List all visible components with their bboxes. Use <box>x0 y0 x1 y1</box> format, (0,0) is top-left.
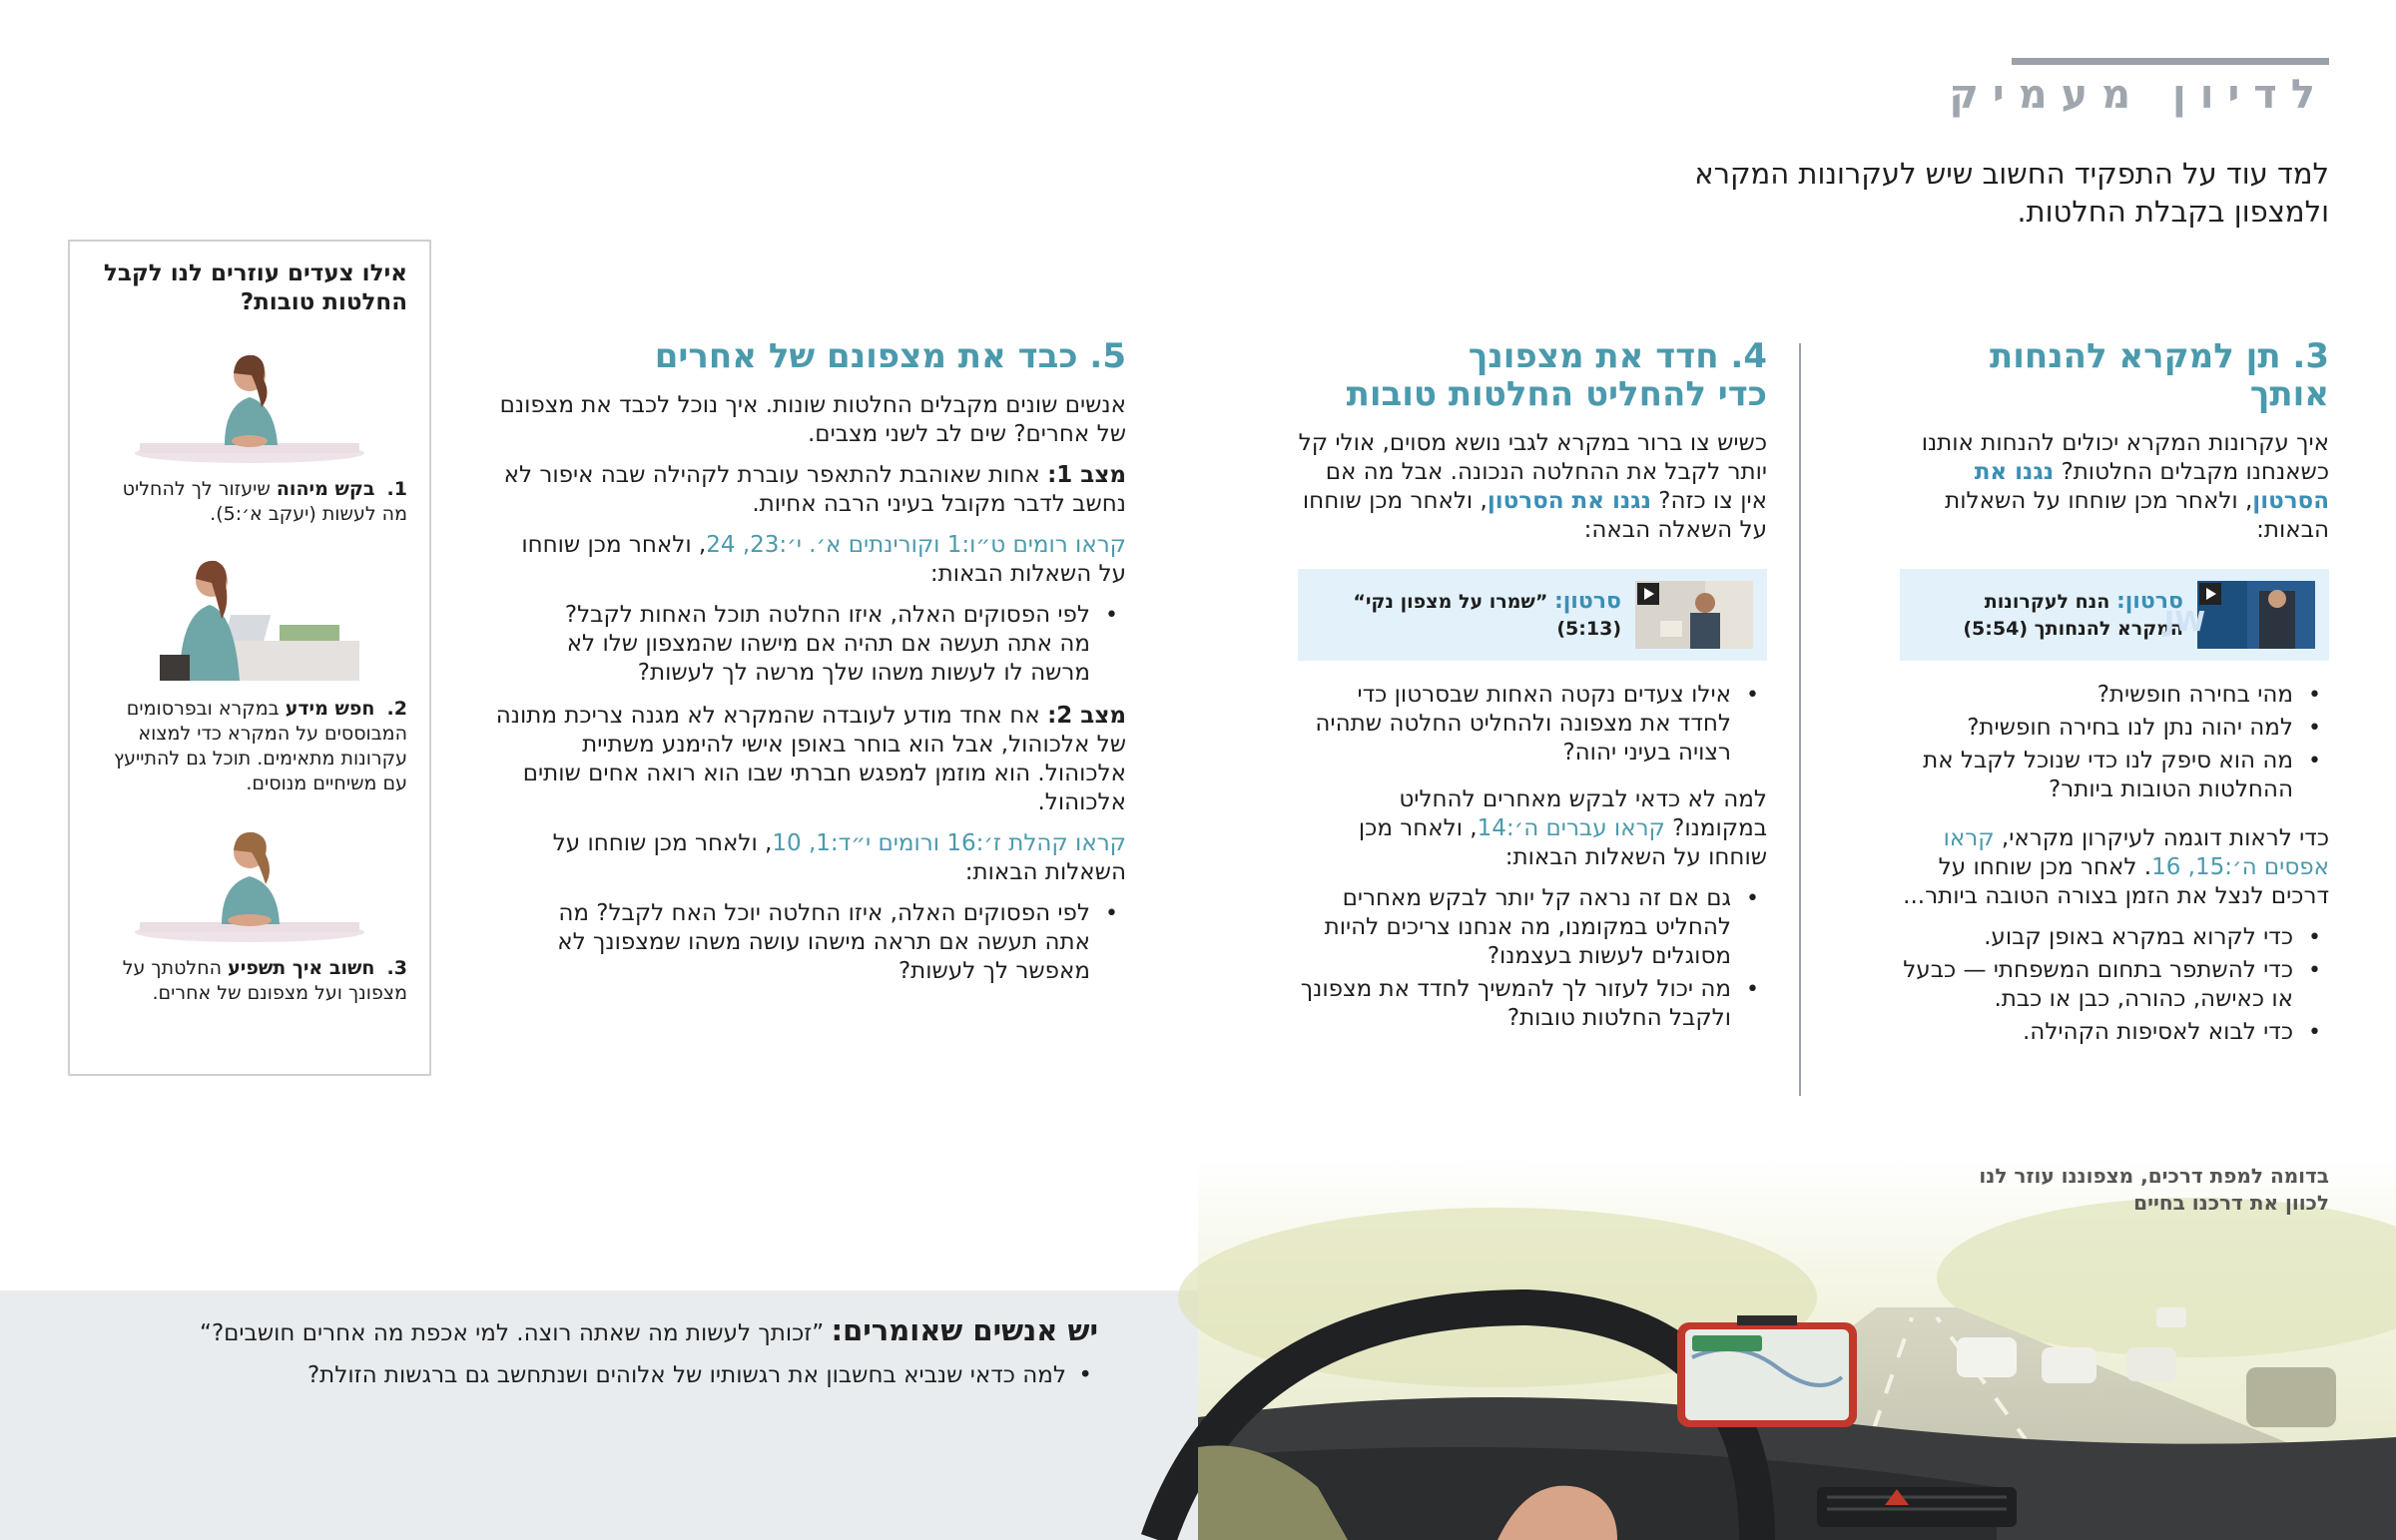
step-heading: חפש מידע <box>285 698 375 720</box>
section-3-ways <box>1900 923 2329 1047</box>
text: , ולאחר מכן שוחחו על השאלה הבאה: <box>1302 488 1767 543</box>
step-number: 3. <box>386 957 407 979</box>
list-item: • מהי בחירה חופשית? <box>1900 681 2329 710</box>
people-say-questions <box>200 1360 1098 1390</box>
step-text: החלטתך על מצפונך ועל מצפונם של אחרים. <box>122 957 407 1004</box>
list-item: • גם אם זה נראה קל יותר לבקש מאחרים להחליט במקומנו, מה אנחנו צריכים להיות מסוגלים לעשות בעצמנו? <box>1298 884 1767 971</box>
sidebar-step-1 <box>92 477 407 527</box>
video-duration: (5:13) <box>1556 617 1621 640</box>
list-item: • לפי הפסוקים האלה, איזו החלטה יוכל האח לקבל? מה אתה תעשה אם תראה מישהו עושה משהו שמצפונך לא מאפשר לך לעשות? <box>535 899 1126 986</box>
scripture-link[interactable]: קראו אפסים ה׳:15, 16 <box>1943 825 2329 880</box>
step-text: במקרא ובפרסומים המבוססים על המקרא כדי למצוא עקרונות מתאימים. תוכל גם להתייעץ עם משיחיים מנוסים. <box>113 698 407 794</box>
video-caption <box>1353 588 1621 643</box>
step-number: 1. <box>386 478 407 500</box>
sidebar-step-2 <box>92 697 407 796</box>
list-item: • כדי להשתפר בתחום המשפחתי — כבעל או כאישה, כהורה, כבן או כבת. <box>1900 956 2329 1014</box>
section-3-questions <box>1900 681 2329 804</box>
image-caption <box>1979 1163 2329 1217</box>
sidebar-step-3 <box>92 956 407 1006</box>
section-3-para2 <box>1900 824 2329 911</box>
title-line: 4. חדד את מצפונך <box>1468 336 1767 376</box>
section-5-title: 5. כבד את מצפונם של אחרים <box>654 336 1126 376</box>
section-4-questions-2 <box>1298 884 1767 1033</box>
list-item: • מה יכול לעזור לך להמשיך לחדד את מצפונך ולקבל החלטות טובות? <box>1298 975 1767 1033</box>
section-3-para1 <box>1900 429 2329 545</box>
video-title: הנח לעקרונות המקרא להנחותך <box>1984 590 2183 640</box>
read-2 <box>487 829 1126 887</box>
intro-text: למד עוד על התפקיד החשוב שיש לעקרונות המקרא ולמצפון בקבלת החלטות. <box>1694 157 2329 229</box>
section-3-title: 3. תן למקרא להנחות אותך <box>1989 336 2329 414</box>
woman-laptop-illustration <box>130 545 369 685</box>
read-1 <box>487 531 1126 589</box>
case-2 <box>487 702 1126 817</box>
people-say-quote: ”זכותך לעשות מה שאתה רוצה. למי אכפת מה אחרים חושבים?“ <box>200 1320 832 1346</box>
video-label: סרטון: <box>1553 588 1621 614</box>
play-video-link[interactable]: נגנו את הסרטון <box>1974 459 2329 514</box>
case-label: מצב 2: <box>1047 703 1126 729</box>
video-title: ”שמרו על מצפון נקי“ <box>1353 590 1548 613</box>
section-5 <box>487 337 1126 1000</box>
text: , ולאחר מכן שוחחו על השאלות הבאות: <box>552 830 1126 885</box>
step-heading: בקש מיהוה <box>276 478 375 500</box>
scripture-link[interactable]: קראו עברים ה׳:14 <box>1477 815 1665 841</box>
section-4-para2 <box>1298 785 1767 872</box>
title-line: כדי להחליט החלטות טובות <box>1346 374 1767 414</box>
text: אח אחד מודע לעובדה שהמקרא לא מגנה צריכת מתונה של אלכוהול, אבל הוא בוחר באופן אישי להימנע משתיית אלכוהול. הוא מוזמן למפגש חברתי שבו הוא רואה אחים שותים אלכוהול. <box>495 703 1126 815</box>
case-1-questions <box>487 601 1126 688</box>
column-divider <box>1799 343 1801 1096</box>
list-item: • לפי הפסוקים האלה, איזו החלטה תוכל האחות לקבל? מה אתה תעשה אם תהיה אם מישהו שהמצפון שלו לא מרשה לו לעשות משהו שלך מרשה לך לעשות? <box>535 601 1126 688</box>
people-say-heading: יש אנשים שאומרים: <box>831 1313 1098 1347</box>
list-item: • למה כדאי שנביא בחשבון את רגשותיו של אלוהים ושנתחשב גם ברגשות הזולת? <box>200 1360 1098 1390</box>
step-heading: חשוב איך תשפיע <box>228 957 375 979</box>
video-duration: (5:54) <box>1963 617 2028 640</box>
section-5-para1: אנשים שונים מקבלים החלטות שונות. איך נוכל לכבד את מצפונם של אחרים? שים לב לשני מצבים. <box>499 392 1126 447</box>
section-4-para1 <box>1298 429 1767 545</box>
text: , ולאחר מכן שוחחו על השאלות הבאות: <box>1358 815 1767 870</box>
case-2-questions <box>487 899 1126 986</box>
text: כדי לראות דוגמה לעיקרון מקראי, <box>1994 825 2329 851</box>
svg-text:JW: JW <box>2163 605 2205 638</box>
woman-thinking-illustration <box>130 814 369 944</box>
section-kicker: לדיון מעמיק <box>1949 72 2329 118</box>
list-item: • מה הוא סיפק לנו כדי שנוכל לקבל את ההחלטות הטובות ביותר? <box>1900 747 2329 804</box>
step-number: 2. <box>386 698 407 720</box>
play-video-link[interactable]: נגנו את הסרטון <box>1487 488 1651 514</box>
people-say-text <box>200 1315 1098 1390</box>
text: איך עקרונות המקרא יכולים להנחות אותנו כשאנחנו מקבלים החלטות? <box>1921 430 2329 485</box>
video-thumbnail[interactable] <box>2163 581 2315 649</box>
text: למה לא כדאי לבקש מאחרים להחליט במקומנו? <box>1399 786 1767 841</box>
list-item: • כדי לקרוא במקרא באופן קבוע. <box>1900 923 2329 952</box>
video-label: סרטון: <box>2115 588 2183 614</box>
section-4-title <box>1298 337 1767 413</box>
step-text: שיעזור לך להחליט מה לעשות (יעקב א׳:5). <box>122 478 407 525</box>
case-label: מצב 1: <box>1047 462 1126 488</box>
video-card-conscience[interactable] <box>1298 569 1767 661</box>
text: כשיש צו ברור במקרא לגבי נושא מסוים, אולי קל יותר לקבל את ההחלטה הנכונה. אבל מה אם אין צו כזה? <box>1298 430 1767 514</box>
woman-praying-illustration <box>130 335 369 465</box>
caption-line: לכוון את דרכנו בחיים <box>2133 1191 2329 1215</box>
case-1 <box>487 461 1126 519</box>
text: , ולאחר מכן שוחחו על השאלות הבאות: <box>521 532 1126 587</box>
section-4-questions <box>1298 681 1767 768</box>
text: . לאחר מכן שוחחו על דרכים לנצל את הזמן בצורה הטובה ביותר... <box>1903 854 2329 909</box>
steps-sidebar <box>68 240 431 1076</box>
section-3 <box>1900 337 2329 1061</box>
video-caption <box>1914 588 2183 643</box>
caption-line: בדומה למפת דרכים, מצפוננו עוזר לנו <box>1979 1164 2329 1188</box>
list-item: • אילו צעדים נקטה האחות שבסרטון כדי לחדד את מצפונה ולהחליט החלטה שתהיה רצויה בעיני יהוה? <box>1298 681 1767 768</box>
scripture-link[interactable]: קראו קהלת ז׳:16 ורומים י״ד:1, 10 <box>772 830 1126 856</box>
text: , ולאחר מכן שוחחו על השאלות הבאות: <box>1945 488 2329 543</box>
header-rule <box>2012 58 2329 65</box>
sidebar-title: אילו צעדים עוזרים לנו לקבל החלטות טובות? <box>103 260 407 315</box>
list-item: • כדי לבוא לאסיפות הקהילה. <box>1900 1018 2329 1047</box>
section-4 <box>1298 337 1767 1047</box>
scripture-link[interactable]: קראו רומים ט״ו:1 וקורינתים א׳. י׳:23, 24 <box>706 532 1126 558</box>
text: אחות שאוהבת להתאפר עוברת לקהילה שבה איפור לא נחשב לדבר מקובל בעיני הרבה אחיות. <box>503 462 1126 517</box>
list-item: • למה יהוה נתן לנו בחירה חופשית? <box>1900 714 2329 743</box>
video-thumbnail[interactable] <box>1635 581 1753 649</box>
video-card-principles[interactable] <box>1900 569 2329 661</box>
